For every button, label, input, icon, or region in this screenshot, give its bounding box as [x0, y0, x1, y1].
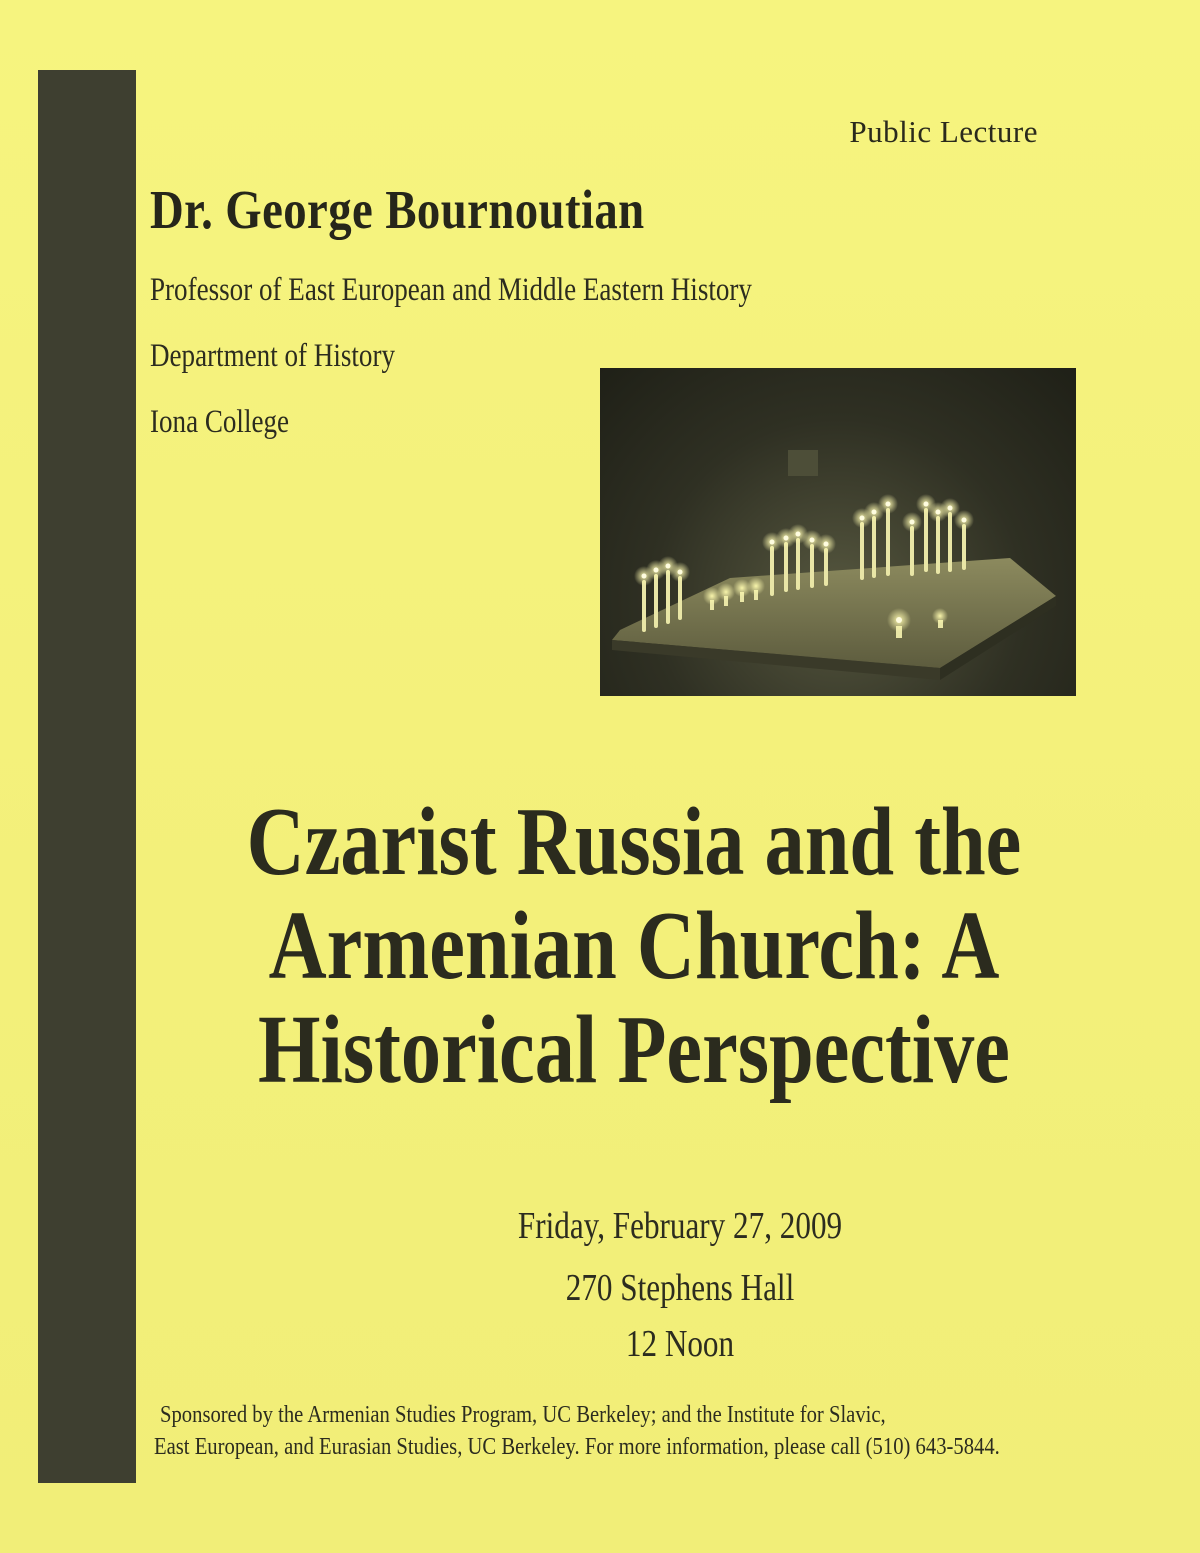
speaker-department: Department of History: [150, 338, 395, 374]
lecture-title-line-3: Historical Perspective: [258, 996, 1010, 1104]
lecture-title-line-1: Czarist Russia and the: [246, 788, 1022, 896]
sponsor-line-2: East European, and Eurasian Studies, UC Berkeley. For more information, please call (510) 643-5844.: [154, 1434, 1000, 1460]
sponsor-line-1: Sponsored by the Armenian Studies Program, UC Berkeley; and the Institute for Slavic,: [160, 1402, 886, 1428]
event-type-label: Public Lecture: [849, 114, 1038, 149]
event-location-text: 270 Stephens Hall: [565, 1267, 795, 1309]
lecture-title: [158, 790, 1110, 1102]
event-date-text: Friday, February 27, 2009: [517, 1205, 843, 1247]
candles-photo: [600, 368, 1076, 696]
event-time: [440, 1322, 920, 1366]
candles-photo-illustration: [600, 368, 1076, 696]
decorative-side-bar: [38, 70, 136, 1483]
speaker-institution: Iona College: [150, 404, 290, 440]
speaker-name: Dr. George Bournoutian: [150, 179, 645, 240]
lecture-title-line-2: Armenian Church: A: [268, 892, 1000, 1000]
event-time-text: 12 Noon: [625, 1323, 735, 1365]
event-date: [440, 1204, 920, 1248]
speaker-position: Professor of East European and Middle Eastern History: [150, 272, 752, 308]
event-location: [440, 1266, 920, 1310]
